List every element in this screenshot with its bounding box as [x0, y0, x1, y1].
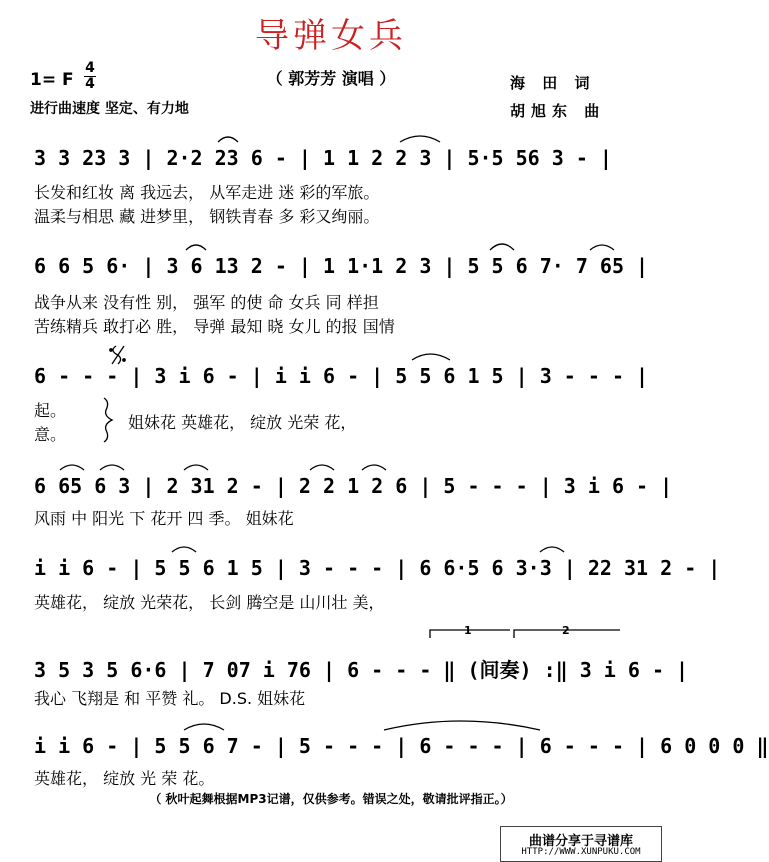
- notation-row-1: 3 3 23 3 | 2·2 23 6 - | 1 1 2 2 3 | 5·5 56 3 - |: [34, 146, 612, 170]
- slur-mark: [218, 137, 238, 142]
- slur-mark: [184, 724, 224, 730]
- segno-icon: [110, 346, 125, 364]
- singer-credit: （ 郭芳芳 演唱 ）: [266, 69, 396, 88]
- lyric-row-1-verse-1: 长发和红妆 离 我远去， 从军走进 迷 彩的军旅。: [34, 183, 380, 202]
- slur-mark: [400, 136, 440, 142]
- volta-1-bracket: [430, 630, 510, 638]
- lyric-row-7: 英雄花， 绽放 光 荣 花。: [34, 769, 215, 788]
- notation-row-5: i i 6 - | 5 5 6 1 5 | 3 - - - | 6 6·5 6 3·3 | 22 31 2 - |: [34, 556, 721, 580]
- lyric-row-1-verse-2: 温柔与相思 藏 进梦里， 钢铁青春 多 彩又绚丽。: [34, 207, 380, 226]
- slur-mark: [60, 465, 84, 470]
- notation-row-6: 3 5 3 5 6·6 | 7 07 i 76 | 6 - - - ‖ (间奏) :‖ 3 i 6 - |: [34, 658, 689, 682]
- brace-mark: [104, 398, 112, 442]
- slur-mark: [184, 465, 208, 470]
- slur-mark: [384, 721, 540, 730]
- time-signature-top: 4: [85, 60, 95, 76]
- lyric-row-3-verse-2: 意。: [34, 425, 67, 444]
- key-signature: 1= F: [30, 70, 74, 90]
- lyric-row-2-verse-2: 苦练精兵 敢打必 胜， 导弹 最知 晓 女儿 的报 国情: [34, 317, 395, 336]
- lyric-row-3-chorus: 姐妹花 英雄花， 绽放 光荣 花，: [128, 413, 357, 432]
- time-signature-bottom: 4: [85, 76, 95, 92]
- source-badge-title: 曲谱分享于寻谱库: [528, 834, 633, 849]
- source-badge-url[interactable]: HTTP://WWW.XUNPUKU.COM: [521, 847, 641, 857]
- slur-mark: [186, 245, 206, 250]
- notation-row-3: 6 - - - | 3 i 6 - | i i 6 - | 5 5 6 1 5 | 3 - - - |: [34, 364, 649, 388]
- song-title: 导弹女兵: [255, 16, 407, 56]
- notation-row-2: 6 6 5 6· | 3 6 13 2 - | 1 1·1 2 3 | 5 5 6 7· 7 65 |: [34, 254, 649, 278]
- slur-mark: [412, 354, 450, 360]
- lyric-row-3-verse-1: 起。: [34, 401, 67, 420]
- volta-2-label: 2: [562, 624, 570, 637]
- composer-credit: 胡旭东 曲: [510, 102, 606, 120]
- lyric-row-2-verse-1: 战争从来 没有性 别， 强军 的使 命 女兵 同 样担: [34, 293, 379, 312]
- notation-row-4: 6 65 6 3 | 2 31 2 - | 2 2 1 2 6 | 5 - - - | 3 i 6 - |: [34, 474, 673, 498]
- lyric-row-6: 我心 飞翔是 和 平赞 礼。 D.S. 姐妹花: [34, 689, 306, 708]
- slur-mark: [540, 547, 564, 552]
- slur-mark: [590, 245, 614, 250]
- tempo-marking: 进行曲速度 坚定、有力地: [30, 101, 189, 117]
- lyric-row-4: 风雨 中 阳光 下 花开 四 季。 姐妹花: [34, 509, 294, 528]
- slur-mark: [310, 465, 334, 470]
- notation-row-7: i i 6 - | 5 5 6 7 - | 5 - - - | 6 - - - | 6 - - - | 6 0 0 0 ‖: [34, 734, 769, 758]
- lyric-row-5: 英雄花， 绽放 光荣花， 长剑 腾空是 山川壮 美，: [34, 593, 385, 612]
- lyricist-credit: 海 田 词: [510, 74, 596, 92]
- slur-mark: [172, 547, 196, 552]
- slur-mark: [490, 244, 514, 250]
- volta-1-label: 1: [464, 624, 472, 637]
- slur-mark: [362, 465, 386, 470]
- footnote: （ 秋叶起舞根据MP3记谱，仅供参考。错误之处，敬请批评指正。）: [149, 792, 513, 806]
- slur-mark: [100, 465, 124, 470]
- volta-2-bracket: [514, 630, 620, 638]
